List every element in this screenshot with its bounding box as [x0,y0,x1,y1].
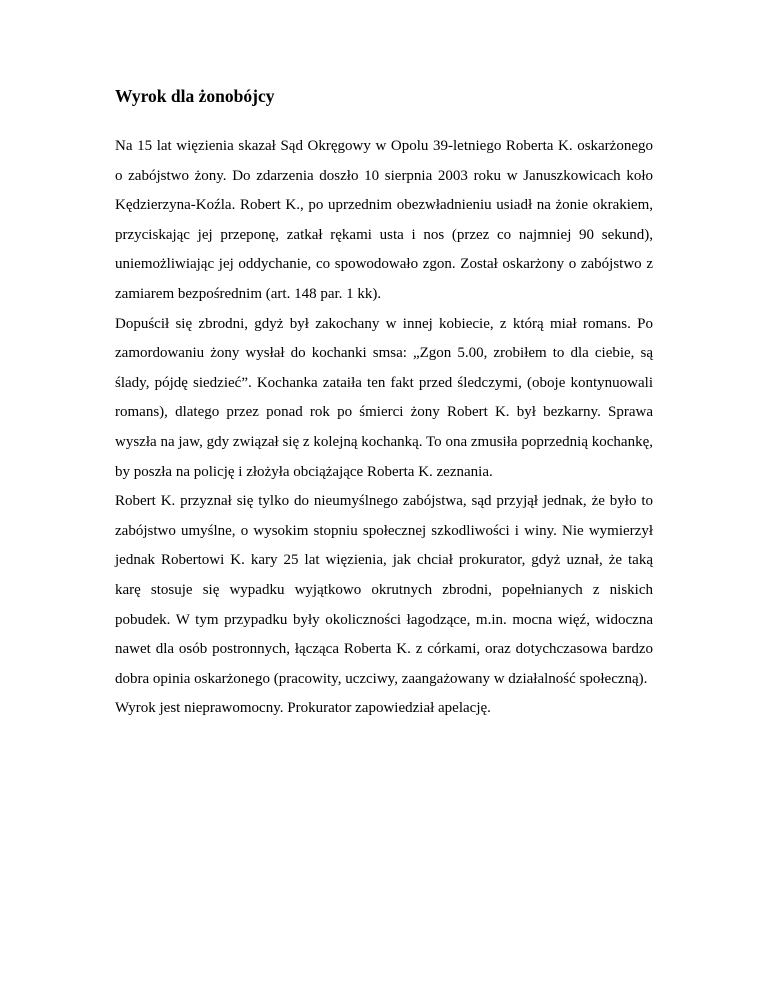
document-title: Wyrok dla żonobójcy [115,86,275,106]
paragraph-motive: Dopuścił się zbrodni, gdyż był zakochany w innej kobiecie, z którą miał romans. Po zamordowaniu żony wysłał do kochanki smsa: „Zgon 5.00, zrobiłem to dla ciebie, są ślady, pójdę siedzieć”. Kochanka zataiła ten fakt przed śledczymi, (oboje kontynuowali romans), dlatego przez ponad rok po śmierci żony Robert K. był bezkarny. Sprawa wyszła na jaw, gdy związał się z kolejną kochanką. To ona zmusiła poprzednią kochankę, by poszła na policję i złożyła obciążające Roberta K. zeznania. [115,315,653,480]
paragraph-court-reasoning: Robert K. przyznał się tylko do nieumyślnego zabójstwa, sąd przyjął jednak, że było to zabójstwo umyślne, o wysokim stopniu społecznej szkodliwości i winy. Nie wymierzył jednak Robertowi K. kary 25 lat więzienia, jak chciał prokurator, gdyż uznał, że taką karę stosuje się wypadku wyjątkowo okrutnych zbrodni, popełnianych z niskich pobudek. W tym przypadku były okoliczności łagodzące, m.in. mocna więź, widoczna nawet dla osób postronnych, łącząca Roberta K. z córkami, oraz dotychczasowa bardzo dobra opinia oskarżonego (pracowity, uczciwy, zaangażowany w działalność społeczną). [115,493,653,687]
paragraph-appeal: Wyrok jest nieprawomocny. Prokurator zapowiedział apelację. [115,700,491,717]
paragraph-sentence: Na 15 lat więzienia skazał Sąd Okręgowy w Opolu 39-letniego Roberta K. oskarżonego o zabójstwo żony. Do zdarzenia doszło 10 sierpnia 2003 roku w Januszkowicach koło Kędzierzyna-Koźla. Robert K., po uprzednim obezwładnieniu usiadł na żonie okrakiem, przyciskając jej przeponę, zatkał rękami usta i nos (przez co najmniej 90 sekund), uniemożliwiając jej oddychanie, co spowodowało zgon. Został oskarżony o zabójstwo z zamiarem bezpośrednim (art. 148 par. 1 kk). [115,138,653,302]
document-body [115,132,653,724]
